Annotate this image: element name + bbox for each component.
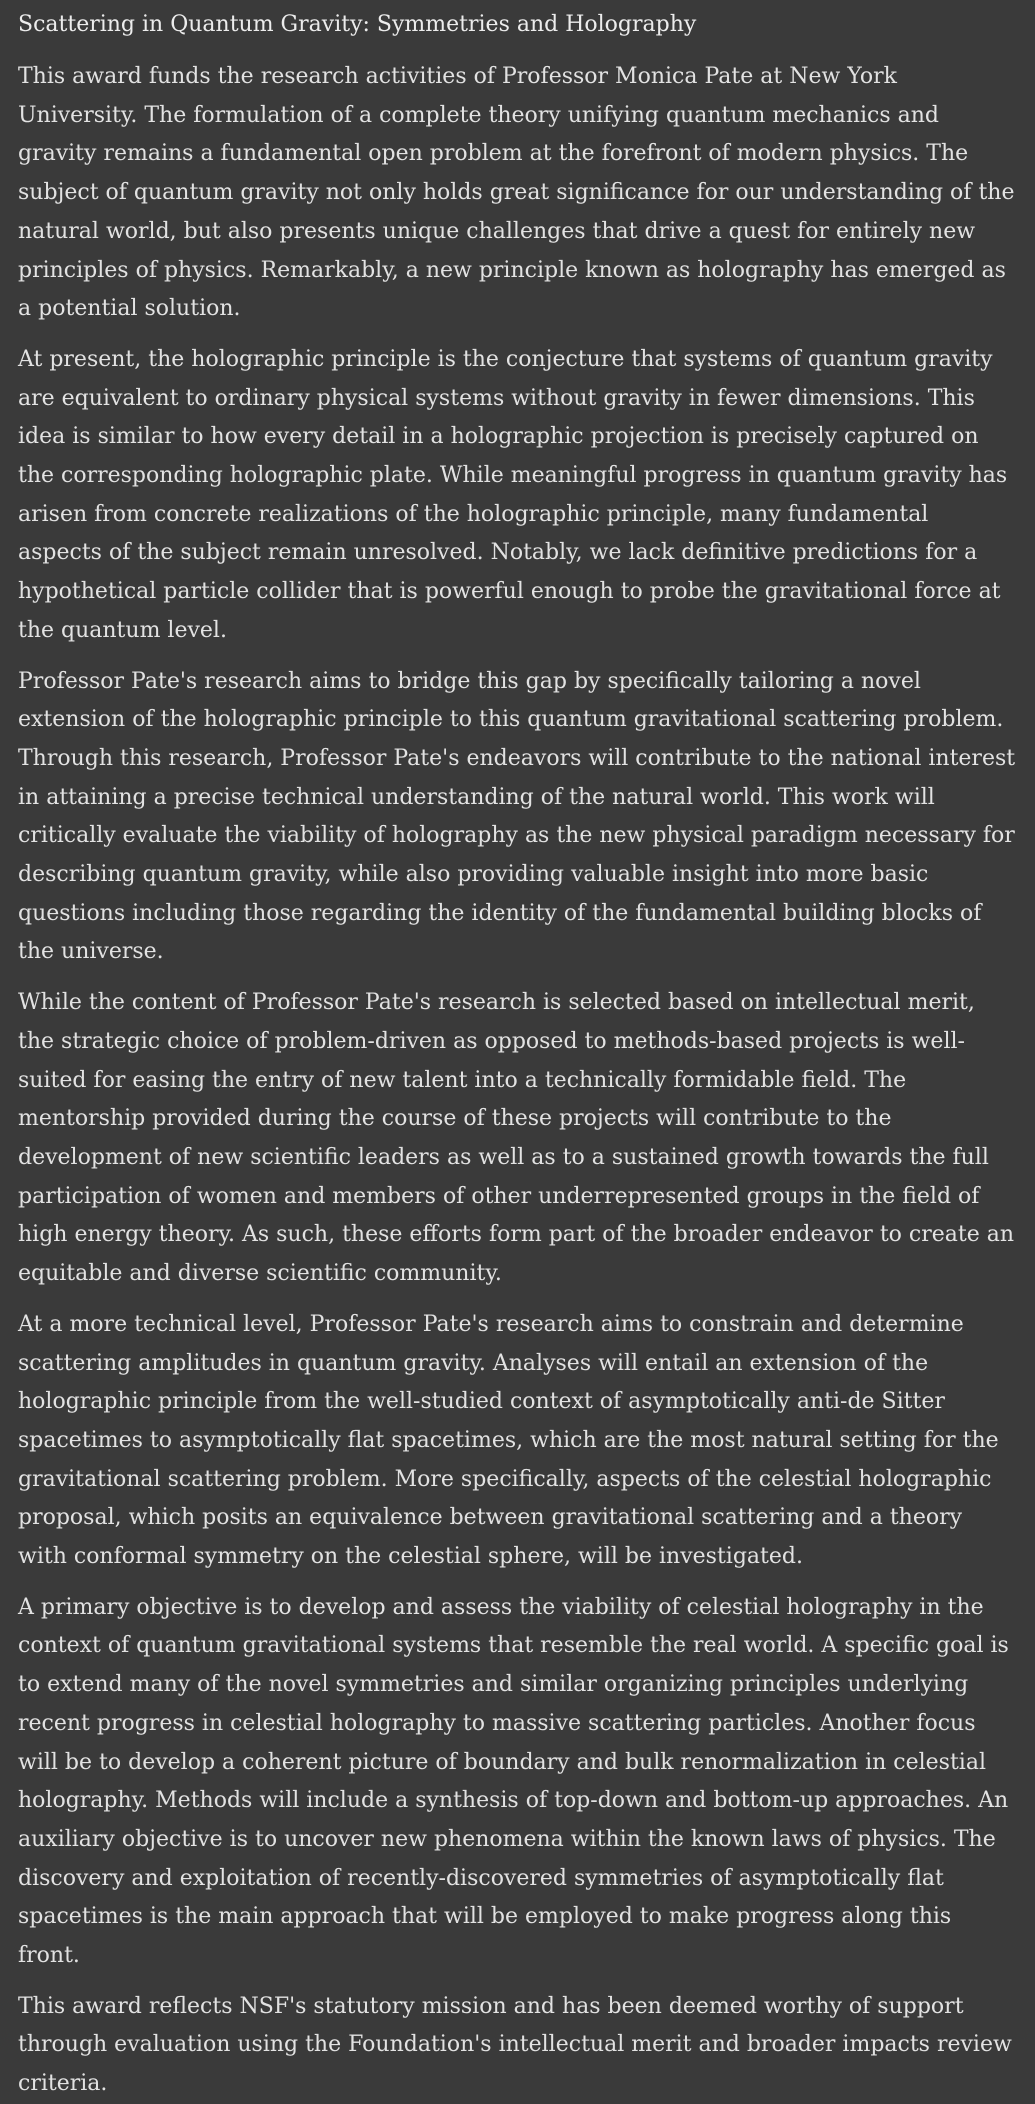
paragraph-research-aims: Professor Pate's research aims to bridge this gap by specifically tailoring a novel extension of the holographic principle to this quantum gravitational scattering problem. Through this research, Professor Pate's endeavors will contribute to the national interest in attaining a precise technical understanding of the natural world. This work will critically evaluate the viability of holography as the new physical paradigm necessary for describing quantum gravity, while also providing valuable insight into more basic questions including those regarding the identity of the fundamental building blocks of the universe.: [18, 668, 1016, 965]
paragraph-intro: This award funds the research activities of Professor Monica Pate at New York University. The formulation of a complete theory unifying quantum mechanics and gravity remains a fundamental open problem at the forefront of modern physics. The subject of quantum gravity not only holds great significance for our understanding of the natural world, but also presents unique challenges that drive a quest for entirely new principles of physics. Remarkably, a new principle known as holography has emerged as a potential solution.: [18, 64, 1015, 322]
paragraph-holographic-principle: At present, the holographic principle is the conjecture that systems of quantum gravity are equivalent to ordinary physical systems without gravity in fewer dimensions. This idea is similar to how every detail in a holographic projection is precisely captured on the corresponding holographic plate. While meaningful progress in quantum gravity has arisen from concrete realizations of the holographic principle, many fundamental aspects of the subject remain unresolved. Notably, we lack definitive predictions for a hypothetical particle collider that is powerful enough to probe the gravitational force at the quantum level.: [18, 346, 1008, 643]
paragraph-primary-objective: A primary objective is to develop and assess the viability of celestial holography in the context of quantum gravitational systems that resemble the real world. A specific goal is to extend many of the novel symmetries and similar organizing principles underlying recent progress in celestial holography to massive scattering particles. Another focus will be to develop a coherent picture of boundary and bulk renormalization in celestial holography. Methods will include a synthesis of top-down and bottom-up approaches. An auxiliary objective is to uncover new phenomena within the known laws of physics. The discovery and exploitation of recently-discovered symmetries of asymptotically flat spacetimes is the main approach that will be employed to make progress along this front.: [18, 1594, 1009, 1969]
paragraph-nsf-statement: This award reflects NSF's statutory mission and has been deemed worthy of support through evaluation using the Foundation's intellectual merit and broader impacts review criteria.: [18, 1993, 1012, 2097]
document-title: Scattering in Quantum Gravity: Symmetries and Holography: [18, 12, 697, 37]
document: [18, 8, 1017, 2104]
paragraph-broader-impacts: While the content of Professor Pate's research is selected based on intellectual merit, the strategic choice of problem-driven as opposed to methods-based projects is well-suited for easing the entry of new talent into a technically formidable field. The mentorship provided during the course of these projects will contribute to the development of new scientific leaders as well as to a sustained growth towards the full participation of women and members of other underrepresented groups in the field of high energy theory. As such, these efforts form part of the broader endeavor to create an equitable and diverse scientific community.: [18, 990, 1015, 1287]
paragraph-technical-level: At a more technical level, Professor Pate's research aims to constrain and determine scattering amplitudes in quantum gravity. Analyses will entail an extension of the holographic principle from the well-studied context of asymptotically anti-de Sitter spacetimes to asymptotically flat spacetimes, which are the most natural setting for the gravitational scattering problem. More specifically, aspects of the celestial holographic proposal, which posits an equivalence between gravitational scattering and a theory with conformal symmetry on the celestial sphere, will be investigated.: [18, 1311, 999, 1570]
